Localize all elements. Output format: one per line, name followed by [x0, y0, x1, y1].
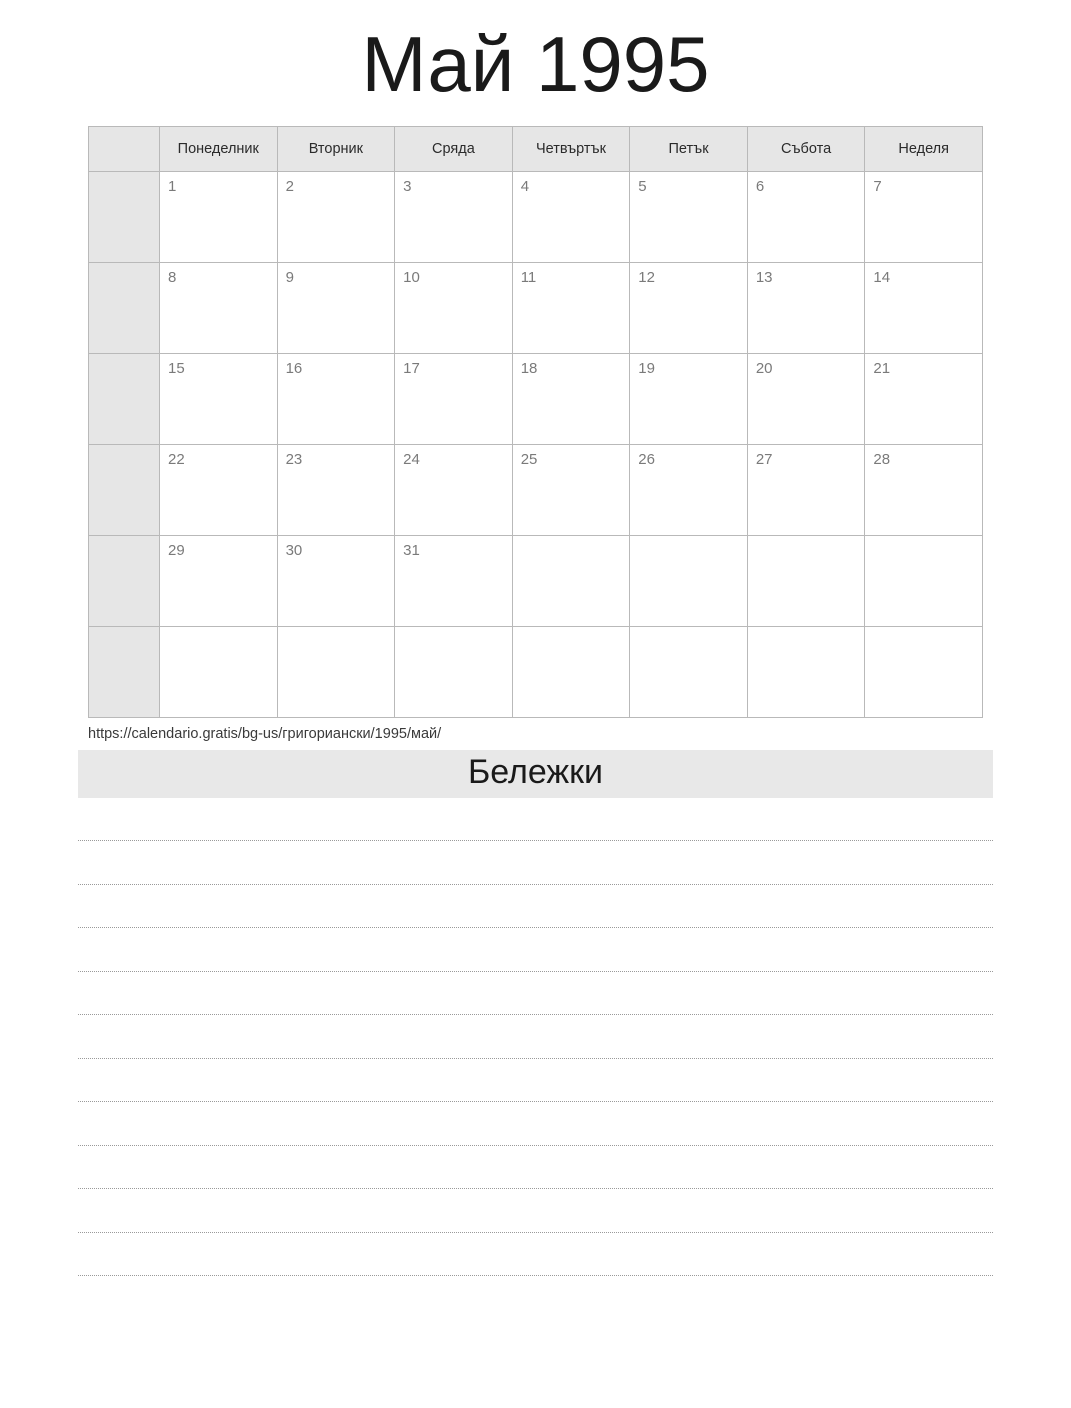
weekday-header-sunday: Неделя: [865, 126, 983, 171]
calendar-week-gutter: [89, 262, 160, 353]
calendar-week-gutter: [89, 444, 160, 535]
page-title: Май 1995: [361, 20, 710, 108]
calendar-day-cell[interactable]: 9: [277, 262, 395, 353]
calendar-day-cell[interactable]: 30: [277, 535, 395, 626]
calendar-day-cell[interactable]: [630, 626, 748, 717]
notes-lines[interactable]: [78, 798, 993, 1277]
calendar-week-row: [89, 353, 983, 444]
calendar-week-gutter: [89, 535, 160, 626]
calendar-day-cell[interactable]: [160, 626, 278, 717]
calendar-day-cell[interactable]: 16: [277, 353, 395, 444]
calendar-week-row: [89, 262, 983, 353]
calendar-week-row: [89, 626, 983, 717]
notes-line[interactable]: [78, 1059, 993, 1103]
calendar-day-cell[interactable]: [395, 626, 513, 717]
calendar-week-gutter: [89, 353, 160, 444]
notes-line[interactable]: [78, 928, 993, 972]
weekday-header-thursday: Четвъртък: [512, 126, 630, 171]
notes-line[interactable]: [78, 798, 993, 842]
notes-line[interactable]: [78, 1146, 993, 1190]
calendar-day-cell[interactable]: 11: [512, 262, 630, 353]
calendar-day-cell[interactable]: [277, 626, 395, 717]
calendar-day-cell[interactable]: 25: [512, 444, 630, 535]
calendar-day-cell[interactable]: 19: [630, 353, 748, 444]
calendar-day-cell[interactable]: 18: [512, 353, 630, 444]
weekday-header-wednesday: Сряда: [395, 126, 513, 171]
calendar-week-row: [89, 535, 983, 626]
calendar-day-cell[interactable]: 29: [160, 535, 278, 626]
source-url-link[interactable]: https://calendario.gratis/bg-us/григориански/1995/май/: [88, 725, 442, 742]
calendar-day-cell[interactable]: 24: [395, 444, 513, 535]
calendar-container: [0, 126, 1071, 718]
calendar-day-cell[interactable]: 15: [160, 353, 278, 444]
calendar-week-row: [89, 444, 983, 535]
calendar-day-cell[interactable]: 14: [865, 262, 983, 353]
calendar-week-gutter-header: [89, 126, 160, 171]
calendar-day-cell[interactable]: 3: [395, 171, 513, 262]
calendar-day-cell[interactable]: 21: [865, 353, 983, 444]
calendar-day-cell[interactable]: 10: [395, 262, 513, 353]
calendar-day-cell[interactable]: [747, 626, 865, 717]
notes-line[interactable]: [78, 1102, 993, 1146]
calendar-week-gutter: [89, 626, 160, 717]
calendar-week-row: [89, 171, 983, 262]
weekday-header-monday: Понеделник: [160, 126, 278, 171]
calendar-day-cell[interactable]: 22: [160, 444, 278, 535]
calendar-day-cell[interactable]: 27: [747, 444, 865, 535]
calendar-day-cell[interactable]: [865, 626, 983, 717]
calendar-day-cell[interactable]: [865, 535, 983, 626]
notes-line[interactable]: [78, 1189, 993, 1233]
notes-line[interactable]: [78, 972, 993, 1016]
calendar-table: [88, 126, 983, 718]
calendar-day-cell[interactable]: 17: [395, 353, 513, 444]
notes-line[interactable]: [78, 1015, 993, 1059]
calendar-day-cell[interactable]: 7: [865, 171, 983, 262]
weekday-header-saturday: Събота: [747, 126, 865, 171]
calendar-day-cell[interactable]: 23: [277, 444, 395, 535]
weekday-header-tuesday: Вторник: [277, 126, 395, 171]
notes-section: [78, 750, 993, 1277]
calendar-day-cell[interactable]: 20: [747, 353, 865, 444]
weekday-header-friday: Петък: [630, 126, 748, 171]
calendar-day-cell[interactable]: 13: [747, 262, 865, 353]
calendar-day-cell[interactable]: 6: [747, 171, 865, 262]
calendar-day-cell[interactable]: 12: [630, 262, 748, 353]
calendar-week-gutter: [89, 171, 160, 262]
calendar-day-cell[interactable]: 5: [630, 171, 748, 262]
calendar-day-cell[interactable]: [747, 535, 865, 626]
notes-line[interactable]: [78, 1233, 993, 1277]
notes-line[interactable]: [78, 841, 993, 885]
calendar-day-cell[interactable]: [512, 626, 630, 717]
calendar-day-cell[interactable]: 31: [395, 535, 513, 626]
calendar-page: [0, 22, 1071, 1408]
calendar-day-cell[interactable]: 1: [160, 171, 278, 262]
calendar-day-cell[interactable]: 28: [865, 444, 983, 535]
calendar-day-cell[interactable]: 4: [512, 171, 630, 262]
notes-heading: Бележки: [78, 750, 993, 798]
calendar-day-cell[interactable]: [630, 535, 748, 626]
notes-line[interactable]: [78, 885, 993, 929]
calendar-day-cell[interactable]: 26: [630, 444, 748, 535]
calendar-day-cell[interactable]: 8: [160, 262, 278, 353]
calendar-day-cell[interactable]: 2: [277, 171, 395, 262]
calendar-day-cell[interactable]: [512, 535, 630, 626]
calendar-header-row: [89, 126, 983, 171]
